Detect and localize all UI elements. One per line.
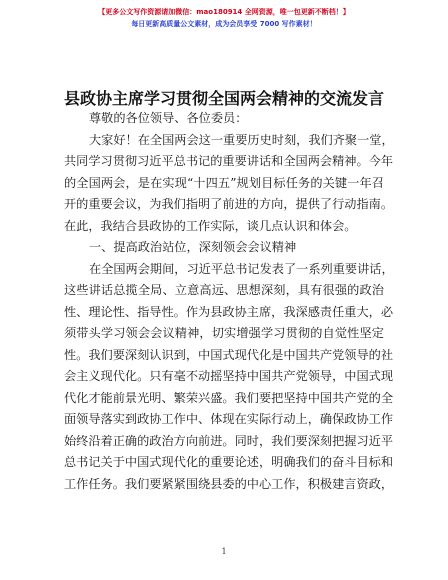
paragraph-line: 会主义现代化。只有毫不动摇坚持中国共产党领导，中国式现 bbox=[64, 369, 394, 383]
paragraph-line: 在全国两会期间，习近平总书记发表了一系列重要讲话， bbox=[89, 261, 394, 276]
section-heading: 一、提高政治站位，深刻领会会议精神 bbox=[89, 240, 297, 254]
promo-banner-line-2[interactable]: 每日更新高质量公文素材，成为会员享受 7000 写作素材！ bbox=[131, 20, 317, 28]
paragraph-line: 共同学习贯彻习近平总书记的重要讲话和全国两会精神。今年 bbox=[64, 154, 394, 168]
paragraph-line: 性、理论性、指导性。作为县政协主席，我深感责任重大，必 bbox=[64, 304, 394, 319]
paragraph-line: 的全国两会，是在实现“十四五”规划目标任务的关键一年召 bbox=[64, 175, 384, 190]
paragraph-line: 须带头学习领会会议精神，切实增强学习贯彻的自觉性坚定 bbox=[64, 326, 384, 340]
paragraph-line: 性。我们要深刻认识到，中国式现代化是中国共产党领导的社 bbox=[64, 347, 394, 362]
salutation: 尊敬的各位领导、各位委员： bbox=[89, 111, 248, 125]
paragraph-line: 在此，我结合县政协的工作实际，谈几点认识和体会。 bbox=[64, 218, 357, 233]
paragraph-line: 开的重要会议，为我们指明了前进的方向，提供了行动指南。 bbox=[64, 197, 394, 211]
document-body bbox=[64, 108, 394, 495]
document-title: 县政协主席学习贯彻全国两会精神的交流发言 bbox=[63, 89, 384, 108]
paragraph-line: 工作任务。我们要紧紧围绕县委的中心工作，积极建言资政， bbox=[64, 476, 394, 491]
paragraph-line: 大家好！在全国两会这一重要历史时刻，我们齐聚一堂， bbox=[89, 132, 394, 147]
paragraph-line: 始终沿着正确的政治方向前进。同时，我们要深刻把握习近平 bbox=[64, 433, 394, 448]
promo-banner-line-1[interactable]: 【更多公文写作资源请加微信：mao180914 全网资源，唯一包更新不断档！】 bbox=[98, 8, 350, 16]
page-number: 1 bbox=[221, 547, 227, 556]
paragraph-line: 总书记关于中国式现代化的重要论述，明确我们的奋斗目标和 bbox=[64, 455, 394, 469]
paragraph-line: 这些讲话总揽全局、立意高远、思想深刻，具有很强的政治 bbox=[64, 283, 384, 297]
paragraph-line: 面领导落实到政协工作中、体现在实际行动上，确保政协工作 bbox=[64, 412, 394, 426]
paragraph-line: 代化才能前景光明、繁荣兴盛。我们要把坚持中国共产党的全 bbox=[64, 390, 394, 405]
